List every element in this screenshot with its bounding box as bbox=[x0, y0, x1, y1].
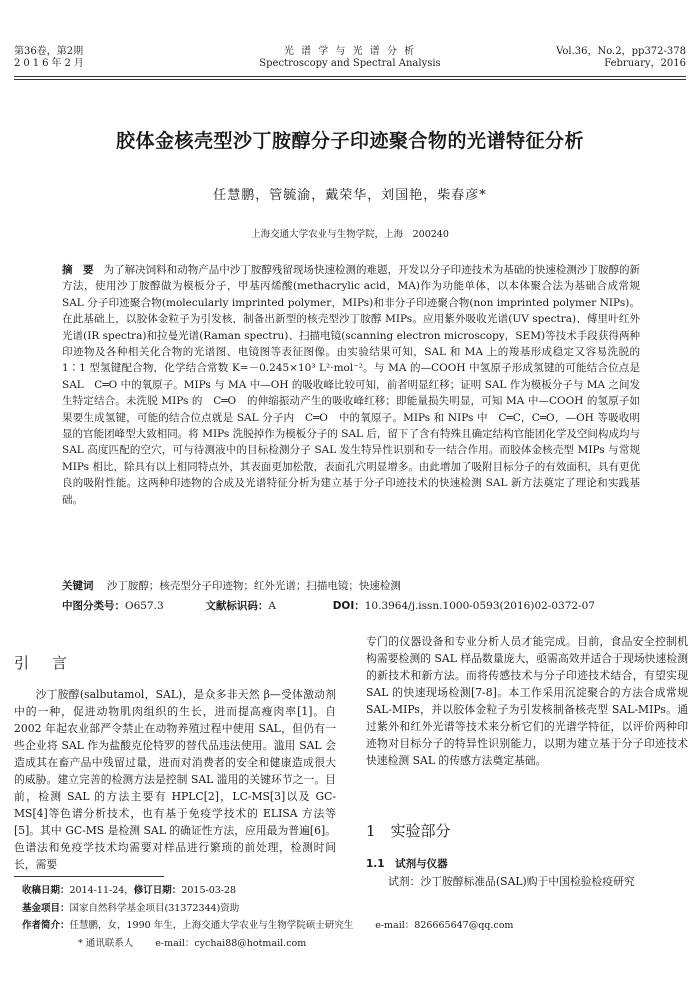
doi-label: DOI： bbox=[332, 600, 365, 612]
doc-code-label: 文献标识码： bbox=[205, 600, 269, 612]
publish-date: 2016年2月 bbox=[14, 58, 87, 69]
section1-heading: 1 实验部分 bbox=[366, 822, 451, 840]
running-header-left bbox=[14, 46, 87, 70]
revised-date: 2015-03-28 bbox=[181, 885, 237, 896]
intro-continued: 专门的仪器设备和专业分析人员才能完成。目前，食品安全控制机构需要检测的 SAL 样品数量庞大，亟需高效并适合于现场快速检测的新技术和新方法。而将传感技术与分子印迹技术结合，有望实现 SAL 的快速现场检测[7-8]。本工作采用沉淀聚合的方法合成常规 SAL-MIPs，并以胶体金粒子为引发核制备核壳型 SAL-MIPs。通过紫外和红外光谱等技术来分析它们的光谱学特征，以评价两种印迹物对目标分子的特异性识别能力，以期为建立基于分子印迹技术快速检测 SAL 的传感方法奠定基础。 bbox=[366, 635, 688, 767]
received-label: 收稿日期： bbox=[22, 885, 70, 896]
corresponding-label: * 通讯联系人 bbox=[78, 937, 134, 949]
footnote-fund bbox=[22, 900, 682, 918]
footnote-corresponding bbox=[22, 935, 682, 953]
classification-line bbox=[62, 598, 662, 614]
abstract bbox=[62, 262, 640, 508]
footnote-dates bbox=[22, 882, 682, 900]
fund-label: 基金项目： bbox=[22, 902, 70, 914]
journal-title-en: Spectroscopy and Spectral Analysis bbox=[259, 58, 441, 69]
volume-issue: 第36卷，第2期 bbox=[14, 46, 84, 57]
intro-heading: 引 言 bbox=[14, 654, 72, 672]
footnote-rule bbox=[14, 876, 164, 877]
corresponding-email: e-mail：cychai88@hotmail.com bbox=[155, 937, 307, 949]
running-header-right bbox=[556, 46, 686, 70]
clc-label: 中图分类号： bbox=[62, 600, 125, 612]
paper-title: 胶体金核壳型沙丁胺醇分子印迹聚合物的光谱特征分析 bbox=[115, 130, 584, 152]
author-bio: 任慧鹏，女，1990 年生，上海交通大学农业与生物学院硕士研究生 bbox=[69, 920, 354, 931]
section1-text: 试剂：沙丁胺醇标准品(SAL)购于中国检验检疫研究 bbox=[388, 875, 635, 888]
clc-value: O657.3 bbox=[125, 600, 164, 612]
revised-label: 修订日期： bbox=[133, 885, 182, 896]
keywords-text: 沙丁胺醇；核壳型分子印迹物；红外光谱；扫描电镜；快速检测 bbox=[106, 580, 401, 592]
journal-title-cn: 光 谱 学 与 光 谱 分 析 bbox=[283, 46, 417, 57]
subsection-heading: 1.1 试剂与仪器 bbox=[366, 858, 448, 870]
abstract-label: 摘 要 bbox=[62, 264, 94, 276]
abstract-text: 为了解决饲料和动物产品中沙丁胺醇残留现场快速检测的难题，开发以分子印迹技术为基础的快速检测沙丁胺醇的新方法，使用沙丁胺醇做为模板分子，甲基丙烯酸(methacrylic acid，MA)作为功能单体，以本体聚合法为基础合成常规 SAL 分子印迹聚合物(molecularly imprinted polymer，MIPs)和非分子印迹聚合物(non imprinted polymer NIPs)。在此基础上，以胶体金粒子为引发核，制备出新型的核壳型沙丁胺醇 MIPs。应用紫外吸收光谱(UV spectra)、傅里叶红外光谱(IR spectra)和拉曼光谱(Raman spectru)、扫描电镜(scanning electron microscopy，SEM)等技术手段获得两种印迹物及各种相关化合物的光谱图、电镜图等表征图像。由实验结果可知，SAL 和 MA 上的羧基形成稳定又容易洗脱的 1∶1 型氢键配合物，化学结合常数 K=－0.245×10³ L²·mol⁻²。与 MA 的—COOH 中氢原子形成氢键的可能结合位点是 SAL C═O 中的氧原子。MIPs 与 MA 中—OH 的吸收峰比较可知，前者明显红移；证明 SAL 作为模板分子与 MA 之间发生特定结合。未洗脱 MIPs 的 C═O 的伸缩振动产生的吸收峰红移；即能量损失明显，可知 MA 中—COOH 的氢原子如果要生成氢键，可能的结合位点就是 SAL 分子内 C═O 中的氧原子。MIPs 和 NIPs 中 C═C，C═O，—OH 等吸收明显的官能团峰型大致相同。将 MIPs 洗脱掉作为模板分子的 SAL 后，留下了含有特殊且确定结构官能团化学及空间构成均与 SAL 高度匹配的空穴，可与待测液中的目标检测分子 SAL 发生特异性识别和专一结合作用。而胶体金核壳型 MIPs 与常规 MIPs 相比，除具有以上相同特点外，其表面更加松散，表面孔穴明显增多。由此增加了吸附目标分子的有效面积，具有更优良的吸附性能。这两种印迹物的合成及光谱特征分析为建立基于分子印迹技术的快速检测 SAL 新方法奠定了理论和实践基础。 bbox=[62, 264, 641, 506]
author-list: 任慧鹏，管毓渝，戴荣华，刘国艳，柴春彦* bbox=[213, 188, 487, 203]
author-email: e-mail：826665647@qq.com bbox=[375, 920, 514, 931]
header-rule-bottom bbox=[14, 79, 686, 80]
publish-month: February，2016 bbox=[604, 58, 686, 69]
received-date: 2014-11-24， bbox=[69, 885, 134, 896]
doi-value: 10.3964/j.issn.1000-0593(2016)02-0372-07 bbox=[364, 600, 595, 612]
footnotes bbox=[22, 882, 682, 952]
doc-code-value: A bbox=[268, 600, 276, 612]
header-rule-top bbox=[14, 76, 686, 77]
footnote-author bbox=[22, 917, 682, 935]
author-bio-label: 作者简介： bbox=[22, 920, 70, 931]
fund-value: 国家自然科学基金项目(31372344)资助 bbox=[69, 902, 240, 914]
running-header-center bbox=[200, 46, 500, 70]
keywords bbox=[62, 578, 662, 594]
right-column bbox=[366, 633, 688, 769]
volume-pages: Vol.36，No.2，pp372-378 bbox=[556, 46, 686, 57]
keywords-label: 关键词 bbox=[62, 580, 94, 592]
affiliation: 上海交通大学农业与生物学院，上海 200240 bbox=[251, 229, 449, 240]
intro-paragraph: 沙丁胺醇(salbutamol，SAL)，是众多非天然 β—受体激动剂中的一种，促进动物肌肉组织的生长，进而提高瘦肉率[1]。自 2002 年起农业部严令禁止在动物养殖过程中使用 SAL，但仍有一些企业将 SAL 作为盐酸克伦特罗的替代品违法使用。滥用 SAL 会造成其在畜产品中残留过量，进而对消费者的安全和健康造成很大的威胁。建立完善的检测方法是控制 SAL 滥用的关键环节之一。目前，检测 SAL 的方法主要有 HPLC[2]，LC-MS[3]以及 GC-MS[4]等色谱分析技术，也有基于免疫学技术的 ELISA 方法等[5]。其中 GC-MS 是检测 SAL 的确证性方法，应用最为普遍[6]。色谱法和免疫学技术均需要对样品进行繁琐的前处理，检测时间长，需要 bbox=[14, 688, 336, 871]
